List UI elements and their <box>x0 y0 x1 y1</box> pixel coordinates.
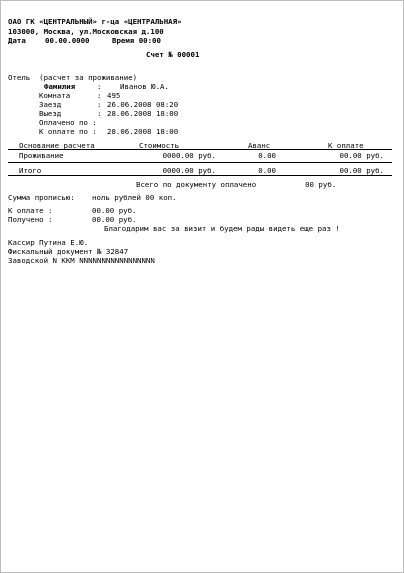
in-words-label: Сумма прописью: <box>8 193 75 202</box>
colon: : <box>97 100 102 109</box>
room-label: Комната <box>39 91 71 100</box>
row-basis: Проживание <box>19 151 64 160</box>
total-to-pay: 00.00 руб. <box>339 166 384 175</box>
row-cost: 0000.00 руб. <box>162 151 216 160</box>
received-value: 00.00 руб. <box>92 215 137 224</box>
checkout-label: Выезд <box>39 109 62 118</box>
to-pay-label: К оплате : <box>8 206 53 215</box>
row-to-pay: 00.00 руб. <box>339 151 384 160</box>
in-words-value: ноль рублей 00 коп. <box>92 193 177 202</box>
time-value: Время 00:00 <box>112 36 161 45</box>
paid-total: Всего по документу оплачено 00 руб. <box>136 180 337 189</box>
pay-until-value: 28.06.2008 18:00 <box>107 127 179 136</box>
row-advance: 0.00 <box>258 151 276 160</box>
total-advance: 0.00 <box>258 166 276 175</box>
kkm-number: Заводской N ККМ NNNNNNNNNNNNNNNNN <box>8 256 155 265</box>
org-address: 103000, Москва, ул.Московская д.100 <box>8 27 164 36</box>
checkin-value: 26.06.2008 08:20 <box>107 100 179 109</box>
total-cost: 0000.00 руб. <box>162 166 216 175</box>
date-label: Дата <box>8 36 26 45</box>
date-value: 00.00.0000 <box>45 36 90 45</box>
paid-until-label: Оплачено по : <box>39 118 97 127</box>
col-header-basis: Основание расчета <box>19 141 95 150</box>
org-name: ОАО ГК «ЦЕНТРАЛЬНЫЙ» г-ца «ЦЕНТРАЛЬНАЯ» <box>8 17 182 26</box>
surname-value: Иванов Ю.А. <box>120 82 169 91</box>
table-divider <box>8 162 392 163</box>
fiscal-document: Фискальный документ № 32847 <box>8 247 129 256</box>
col-header-advance: Аванс <box>248 141 271 150</box>
checkin-label: Заезд <box>39 100 62 109</box>
received-label: Получено : <box>8 215 53 224</box>
col-header-cost: Стоимость <box>139 141 180 150</box>
surname-label: Фамилия <box>44 82 76 91</box>
table-divider <box>8 175 392 176</box>
checkout-value: 28.06.2008 18:00 <box>107 109 179 118</box>
col-header-to-pay: К оплате <box>328 141 364 150</box>
cashier: Кассир Путина Е.Ю. <box>8 238 89 247</box>
colon: : <box>97 109 102 118</box>
room-value: 495 <box>107 91 121 100</box>
colon: : <box>97 91 102 100</box>
total-label: Итого <box>19 166 42 175</box>
to-pay-value: 00.00 руб. <box>92 206 137 215</box>
thanks-message: Благодарим вас за визит и будем рады видеть еще раз ! <box>104 224 340 233</box>
colon: : <box>97 82 102 91</box>
section-title: Отель (расчет за проживание) <box>8 73 138 82</box>
invoice-title: Счет № 00001 <box>146 50 200 59</box>
table-divider <box>8 149 392 150</box>
pay-until-label: К оплате по : <box>39 127 97 136</box>
